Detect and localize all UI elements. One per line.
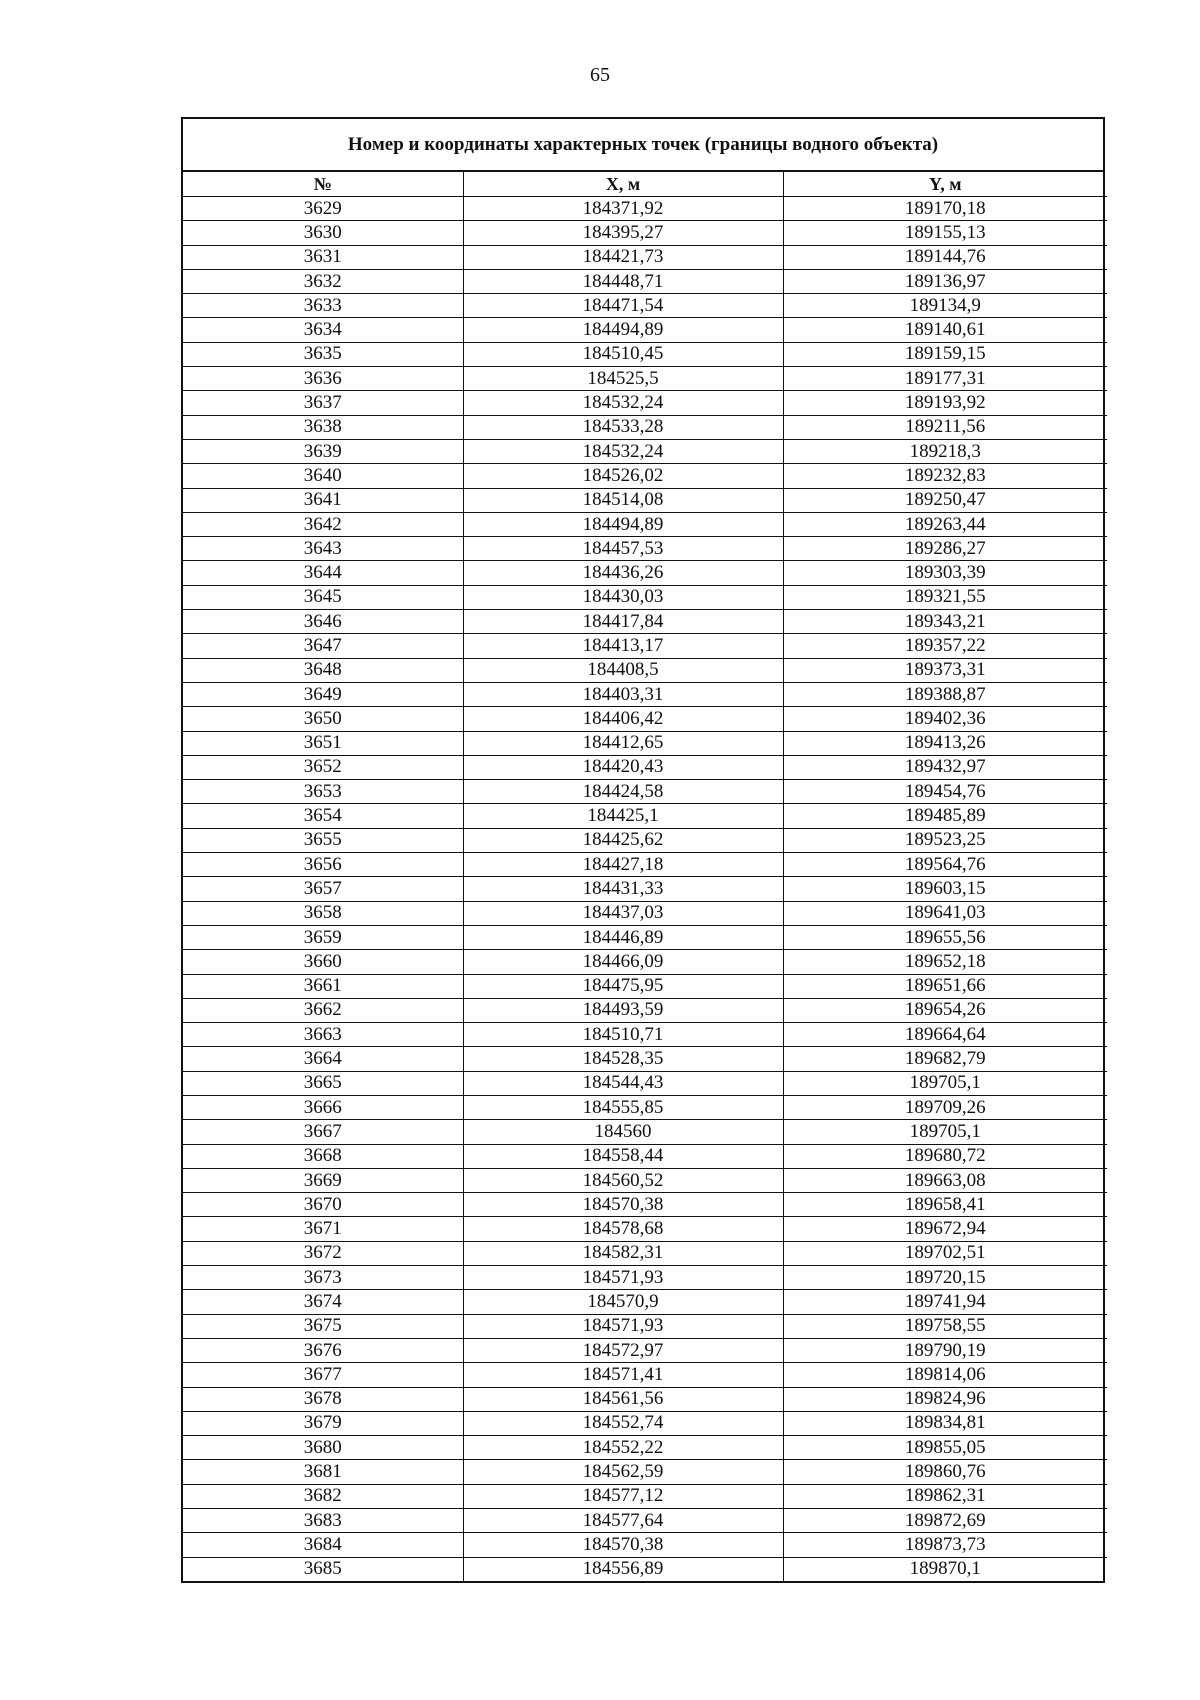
table-row [183,1071,1107,1095]
column-header-number: № [183,172,463,197]
x-coordinate-cell: 184577,12 [463,1484,783,1508]
point-number-cell: 3652 [183,755,463,779]
y-coordinate-cell: 189658,41 [783,1193,1107,1217]
point-number-cell: 3643 [183,537,463,561]
point-number-cell: 3684 [183,1533,463,1557]
x-coordinate-cell: 184526,02 [463,464,783,488]
point-number-cell: 3682 [183,1484,463,1508]
coordinates-table [181,117,1105,1583]
point-number-cell: 3685 [183,1557,463,1581]
x-coordinate-cell: 184570,9 [463,1290,783,1314]
table-row [183,755,1107,779]
coordinates-grid [183,172,1107,1581]
point-number-cell: 3631 [183,245,463,269]
x-coordinate-cell: 184510,45 [463,342,783,366]
x-coordinate-cell: 184544,43 [463,1071,783,1095]
y-coordinate-cell: 189702,51 [783,1241,1107,1265]
point-number-cell: 3669 [183,1168,463,1192]
point-number-cell: 3677 [183,1363,463,1387]
point-number-cell: 3653 [183,780,463,804]
y-coordinate-cell: 189862,31 [783,1484,1107,1508]
table-row [183,1217,1107,1241]
table-row [183,561,1107,585]
point-number-cell: 3670 [183,1193,463,1217]
x-coordinate-cell: 184514,08 [463,488,783,512]
table-row [183,707,1107,731]
x-coordinate-cell: 184556,89 [463,1557,783,1581]
x-coordinate-cell: 184431,33 [463,877,783,901]
table-row [183,367,1107,391]
table-row [183,1314,1107,1338]
table-row [183,221,1107,245]
point-number-cell: 3671 [183,1217,463,1241]
y-coordinate-cell: 189709,26 [783,1095,1107,1119]
table-row [183,1436,1107,1460]
y-coordinate-cell: 189432,97 [783,755,1107,779]
y-coordinate-cell: 189872,69 [783,1509,1107,1533]
x-coordinate-cell: 184471,54 [463,294,783,318]
page-number: 65 [590,64,610,86]
x-coordinate-cell: 184408,5 [463,658,783,682]
x-coordinate-cell: 184571,41 [463,1363,783,1387]
x-coordinate-cell: 184528,35 [463,1047,783,1071]
y-coordinate-cell: 189413,26 [783,731,1107,755]
table-row [183,1120,1107,1144]
y-coordinate-cell: 189303,39 [783,561,1107,585]
x-coordinate-cell: 184406,42 [463,707,783,731]
x-coordinate-cell: 184510,71 [463,1023,783,1047]
x-coordinate-cell: 184425,1 [463,804,783,828]
x-coordinate-cell: 184427,18 [463,853,783,877]
point-number-cell: 3664 [183,1047,463,1071]
y-coordinate-cell: 189834,81 [783,1411,1107,1435]
table-row [183,804,1107,828]
x-coordinate-cell: 184571,93 [463,1266,783,1290]
table-row [183,1266,1107,1290]
x-coordinate-cell: 184552,22 [463,1436,783,1460]
y-coordinate-cell: 189741,94 [783,1290,1107,1314]
point-number-cell: 3660 [183,950,463,974]
y-coordinate-cell: 189564,76 [783,853,1107,877]
x-coordinate-cell: 184417,84 [463,610,783,634]
x-coordinate-cell: 184561,56 [463,1387,783,1411]
point-number-cell: 3635 [183,342,463,366]
point-number-cell: 3629 [183,197,463,221]
point-number-cell: 3646 [183,610,463,634]
point-number-cell: 3655 [183,828,463,852]
point-number-cell: 3632 [183,269,463,293]
table-row [183,828,1107,852]
column-header-y: Y, м [783,172,1107,197]
x-coordinate-cell: 184403,31 [463,682,783,706]
table-row [183,1290,1107,1314]
table-row [183,269,1107,293]
x-coordinate-cell: 184466,09 [463,950,783,974]
y-coordinate-cell: 189655,56 [783,925,1107,949]
point-number-cell: 3668 [183,1144,463,1168]
y-coordinate-cell: 189680,72 [783,1144,1107,1168]
table-row [183,1363,1107,1387]
table-row [183,1533,1107,1557]
y-coordinate-cell: 189641,03 [783,901,1107,925]
x-coordinate-cell: 184560,52 [463,1168,783,1192]
table-row [183,1144,1107,1168]
x-coordinate-cell: 184430,03 [463,585,783,609]
y-coordinate-cell: 189758,55 [783,1314,1107,1338]
table-row [183,294,1107,318]
point-number-cell: 3667 [183,1120,463,1144]
y-coordinate-cell: 189855,05 [783,1436,1107,1460]
y-coordinate-cell: 189211,56 [783,415,1107,439]
table-row [183,950,1107,974]
x-coordinate-cell: 184558,44 [463,1144,783,1168]
table-row [183,998,1107,1022]
x-coordinate-cell: 184436,26 [463,561,783,585]
table-row [183,1338,1107,1362]
x-coordinate-cell: 184578,68 [463,1217,783,1241]
point-number-cell: 3634 [183,318,463,342]
y-coordinate-cell: 189155,13 [783,221,1107,245]
table-row [183,925,1107,949]
x-coordinate-cell: 184424,58 [463,780,783,804]
table-row [183,974,1107,998]
point-number-cell: 3649 [183,682,463,706]
point-number-cell: 3642 [183,512,463,536]
x-coordinate-cell: 184494,89 [463,512,783,536]
table-row [183,1557,1107,1581]
x-coordinate-cell: 184475,95 [463,974,783,998]
point-number-cell: 3657 [183,877,463,901]
x-coordinate-cell: 184555,85 [463,1095,783,1119]
point-number-cell: 3640 [183,464,463,488]
y-coordinate-cell: 189790,19 [783,1338,1107,1362]
table-row [183,682,1107,706]
y-coordinate-cell: 189860,76 [783,1460,1107,1484]
table-row [183,1509,1107,1533]
y-coordinate-cell: 189177,31 [783,367,1107,391]
table-row [183,415,1107,439]
x-coordinate-cell: 184425,62 [463,828,783,852]
y-coordinate-cell: 189170,18 [783,197,1107,221]
x-coordinate-cell: 184413,17 [463,634,783,658]
point-number-cell: 3658 [183,901,463,925]
y-coordinate-cell: 189286,27 [783,537,1107,561]
x-coordinate-cell: 184552,74 [463,1411,783,1435]
point-number-cell: 3672 [183,1241,463,1265]
y-coordinate-cell: 189652,18 [783,950,1107,974]
table-title: Номер и координаты характерных точек (границы водного объекта) [183,119,1103,172]
table-row [183,197,1107,221]
y-coordinate-cell: 189321,55 [783,585,1107,609]
y-coordinate-cell: 189232,83 [783,464,1107,488]
table-row [183,780,1107,804]
table-row [183,1023,1107,1047]
point-number-cell: 3647 [183,634,463,658]
table-row [183,512,1107,536]
y-coordinate-cell: 189672,94 [783,1217,1107,1241]
table-body [183,197,1107,1581]
table-row [183,610,1107,634]
y-coordinate-cell: 189663,08 [783,1168,1107,1192]
table-row [183,1047,1107,1071]
table-row [183,1460,1107,1484]
x-coordinate-cell: 184395,27 [463,221,783,245]
point-number-cell: 3654 [183,804,463,828]
y-coordinate-cell: 189824,96 [783,1387,1107,1411]
x-coordinate-cell: 184412,65 [463,731,783,755]
y-coordinate-cell: 189523,25 [783,828,1107,852]
x-coordinate-cell: 184572,97 [463,1338,783,1362]
point-number-cell: 3636 [183,367,463,391]
y-coordinate-cell: 189136,97 [783,269,1107,293]
y-coordinate-cell: 189159,15 [783,342,1107,366]
y-coordinate-cell: 189814,06 [783,1363,1107,1387]
table-row [183,1484,1107,1508]
table-row [183,391,1107,415]
x-coordinate-cell: 184577,64 [463,1509,783,1533]
point-number-cell: 3662 [183,998,463,1022]
x-coordinate-cell: 184532,24 [463,391,783,415]
y-coordinate-cell: 189664,64 [783,1023,1107,1047]
x-coordinate-cell: 184421,73 [463,245,783,269]
x-coordinate-cell: 184570,38 [463,1533,783,1557]
y-coordinate-cell: 189402,36 [783,707,1107,731]
point-number-cell: 3665 [183,1071,463,1095]
table-row [183,1193,1107,1217]
y-coordinate-cell: 189134,9 [783,294,1107,318]
point-number-cell: 3681 [183,1460,463,1484]
point-number-cell: 3650 [183,707,463,731]
point-number-cell: 3639 [183,439,463,463]
y-coordinate-cell: 189873,73 [783,1533,1107,1557]
point-number-cell: 3673 [183,1266,463,1290]
x-coordinate-cell: 184532,24 [463,439,783,463]
y-coordinate-cell: 189218,3 [783,439,1107,463]
point-number-cell: 3638 [183,415,463,439]
point-number-cell: 3659 [183,925,463,949]
x-coordinate-cell: 184560 [463,1120,783,1144]
x-coordinate-cell: 184582,31 [463,1241,783,1265]
table-row [183,877,1107,901]
table-row [183,853,1107,877]
point-number-cell: 3651 [183,731,463,755]
point-number-cell: 3648 [183,658,463,682]
point-number-cell: 3683 [183,1509,463,1533]
table-row [183,634,1107,658]
x-coordinate-cell: 184525,5 [463,367,783,391]
y-coordinate-cell: 189357,22 [783,634,1107,658]
table-row [183,731,1107,755]
y-coordinate-cell: 189485,89 [783,804,1107,828]
point-number-cell: 3675 [183,1314,463,1338]
y-coordinate-cell: 189343,21 [783,610,1107,634]
point-number-cell: 3674 [183,1290,463,1314]
table-row [183,464,1107,488]
point-number-cell: 3630 [183,221,463,245]
x-coordinate-cell: 184448,71 [463,269,783,293]
x-coordinate-cell: 184420,43 [463,755,783,779]
x-coordinate-cell: 184446,89 [463,925,783,949]
table-row [183,318,1107,342]
table-row [183,1241,1107,1265]
column-header-x: X, м [463,172,783,197]
point-number-cell: 3661 [183,974,463,998]
point-number-cell: 3676 [183,1338,463,1362]
table-row [183,488,1107,512]
y-coordinate-cell: 189651,66 [783,974,1107,998]
x-coordinate-cell: 184494,89 [463,318,783,342]
table-row [183,1411,1107,1435]
x-coordinate-cell: 184371,92 [463,197,783,221]
point-number-cell: 3645 [183,585,463,609]
table-row [183,1095,1107,1119]
y-coordinate-cell: 189373,31 [783,658,1107,682]
x-coordinate-cell: 184457,53 [463,537,783,561]
y-coordinate-cell: 189144,76 [783,245,1107,269]
table-row [183,901,1107,925]
table-row [183,1168,1107,1192]
point-number-cell: 3678 [183,1387,463,1411]
point-number-cell: 3633 [183,294,463,318]
x-coordinate-cell: 184437,03 [463,901,783,925]
point-number-cell: 3644 [183,561,463,585]
y-coordinate-cell: 189654,26 [783,998,1107,1022]
table-row [183,658,1107,682]
y-coordinate-cell: 189705,1 [783,1120,1107,1144]
point-number-cell: 3680 [183,1436,463,1460]
y-coordinate-cell: 189870,1 [783,1557,1107,1581]
point-number-cell: 3637 [183,391,463,415]
y-coordinate-cell: 189603,15 [783,877,1107,901]
table-row [183,342,1107,366]
y-coordinate-cell: 189140,61 [783,318,1107,342]
table-row [183,439,1107,463]
point-number-cell: 3666 [183,1095,463,1119]
table-row [183,537,1107,561]
y-coordinate-cell: 189193,92 [783,391,1107,415]
point-number-cell: 3656 [183,853,463,877]
y-coordinate-cell: 189682,79 [783,1047,1107,1071]
x-coordinate-cell: 184562,59 [463,1460,783,1484]
y-coordinate-cell: 189250,47 [783,488,1107,512]
table-row [183,1387,1107,1411]
y-coordinate-cell: 189705,1 [783,1071,1107,1095]
point-number-cell: 3679 [183,1411,463,1435]
x-coordinate-cell: 184570,38 [463,1193,783,1217]
table-row [183,245,1107,269]
header-row [183,172,1107,197]
table-row [183,585,1107,609]
x-coordinate-cell: 184571,93 [463,1314,783,1338]
x-coordinate-cell: 184493,59 [463,998,783,1022]
y-coordinate-cell: 189388,87 [783,682,1107,706]
y-coordinate-cell: 189263,44 [783,512,1107,536]
y-coordinate-cell: 189720,15 [783,1266,1107,1290]
point-number-cell: 3663 [183,1023,463,1047]
y-coordinate-cell: 189454,76 [783,780,1107,804]
point-number-cell: 3641 [183,488,463,512]
x-coordinate-cell: 184533,28 [463,415,783,439]
